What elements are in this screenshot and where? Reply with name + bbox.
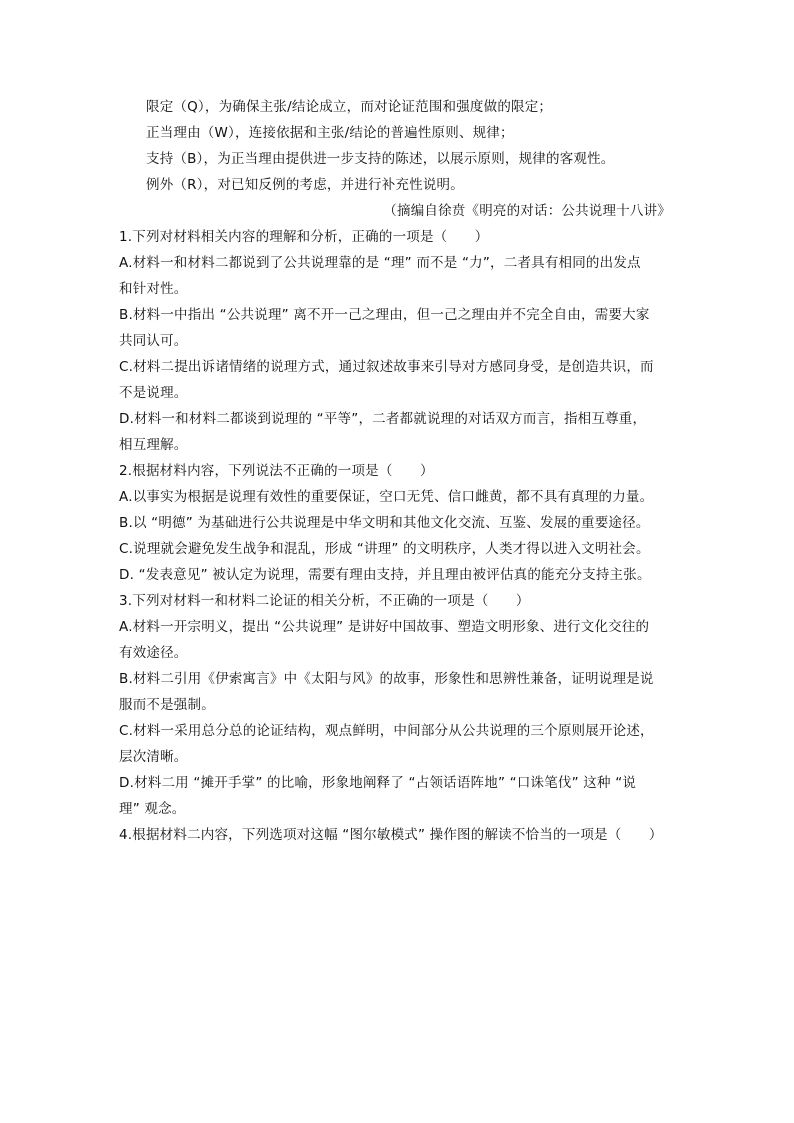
option-text: B.材料一中指出 “公共说理” 离不开一己之理由，但一己之理由并不完全自由，需要大家 [119,307,650,323]
option-c[interactable] [119,718,679,770]
option-d[interactable]: D. “发表意见” 被认定为说理，需要有理由支持，并且理由被评估真的能充分支持主张。 [119,567,651,583]
option-text: A.材料一和材料二都说到了公共说理靠的是 “理” 而不是 “力”，二者具有相同的出发点 [119,255,641,271]
option-text-continued: 相互理解。 [119,437,188,453]
option-a[interactable] [119,250,679,302]
option-text-continued: 共同认可。 [119,333,188,349]
option-a[interactable]: A.以事实为根据是说理有效性的重要保证，空口无凭、信口雌黄，都不具有真理的力量。 [119,489,654,505]
option-text-continued: 不是说理。 [119,385,188,401]
source-citation: （摘编自徐贲《明亮的对话：公共说理十八讲》 [383,203,671,219]
option-b[interactable]: B.以 “明德” 为基础进行公共说理是中华文明和其他文化交流、互鉴、发展的重要途径。 [119,515,650,531]
option-text-continued: 理” 观念。 [119,801,186,817]
option-text: B.材料二引用《伊索寓言》中《太阳与风》的故事，形象性和思辨性兼备，证明说理是说 [119,671,654,687]
option-text: D.材料一和材料二都谈到说理的 “平等”，二者都就说理的对话双方而言，指相互尊重， [119,411,647,427]
question-3 [119,588,679,822]
option-c[interactable] [119,354,679,406]
question-stem: 4.根据材料二内容，下列选项对这幅 “图尔敏模式” 操作图的解读不恰当的一项是（ ） [119,827,663,843]
option-b[interactable] [119,302,679,354]
option-text: C.材料一采用总分总的论证结构，观点鲜明，中间部分从公共说理的三个原则展开论述， [119,723,654,739]
question-stem: 2.根据材料内容，下列说法不正确的一项是（ ） [119,463,434,479]
option-text-continued: 服而不是强制。 [119,697,215,713]
option-text-continued: 有效途径。 [119,645,188,661]
option-text: A.材料一开宗明义，提出 “公共说理” 是讲好中国故事、塑造文明形象、进行文化交往的 [119,619,650,635]
material-line-rebuttal: 例外（R），对已知反例的考虑，并进行补充性说明。 [146,177,464,193]
option-b[interactable] [119,666,679,718]
material-line-warrant: 正当理由（W），连接依据和主张/结论的普遍性原则、规律； [146,125,514,141]
option-text: D.材料二用 “摊开手掌” 的比喻，形象地阐释了 “占领话语阵地” “口诛笔伐” 这种 “说 [119,775,637,791]
option-text-continued: 和针对性。 [119,281,188,297]
question-4 [119,822,679,848]
document-content [119,94,679,848]
option-d[interactable] [119,406,679,458]
material-line-backing: 支持（B），为正当理由提供进一步支持的陈述，以展示原则，规律的客观性。 [146,151,615,167]
question-2 [119,458,679,588]
option-text-continued: 层次清晰。 [119,749,188,765]
question-stem: 1.下列对材料相关内容的理解和分析，正确的一项是（ ） [119,229,489,245]
question-stem: 3.下列对材料一和材料二论证的相关分析，不正确的一项是（ ） [119,593,530,609]
option-c[interactable]: C.说理就会避免发生战争和混乱，形成 “讲理” 的文明秩序，人类才得以进入文明社会。 [119,541,650,557]
option-a[interactable] [119,614,679,666]
option-d[interactable] [119,770,679,822]
material-line-qualifier: 限定（Q），为确保主张/结论成立，而对论证范围和强度做的限定； [146,99,553,115]
question-1 [119,224,679,458]
option-text: C.材料二提出诉诸情绪的说理方式，通过叙述故事来引导对方感同身受，是创造共识，而 [119,359,654,375]
